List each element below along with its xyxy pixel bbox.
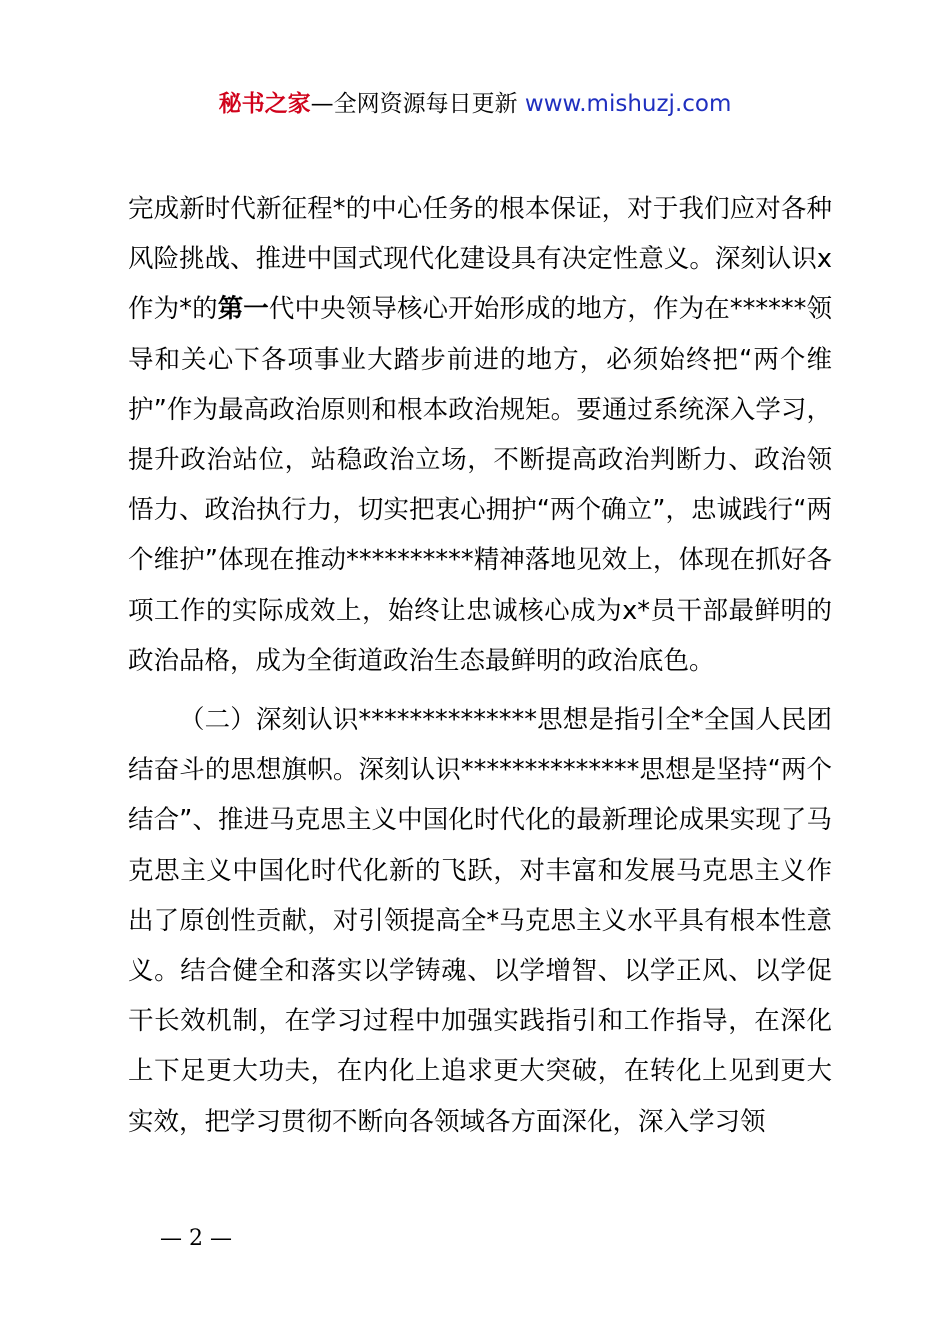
header-slogan: —全网资源每日更新 <box>310 91 518 117</box>
page-number: — 2 — <box>160 1226 232 1251</box>
bold-text: 第一 <box>217 294 269 325</box>
brand-name: 秘书之家 <box>218 91 311 117</box>
site-url-link[interactable]: www.mishuzj.com <box>524 91 732 117</box>
paragraph: （二）深刻认识**************思想是指引全*全国人民团结奋斗的思想旗帜。深刻认识**************思想是坚持“两个结合”、推进马克思主义中国化时代化的最新理论成果实现了马克思主义中国化时代化新的飞跃，对丰富和发展马克思主义作出了原创性贡献，对引领提高全*马克思主义水平具有根本性意义。结合健全和落实以学铸魂、以学增智、以学正风、以学促干长效机制，在学习过程中加强实践指引和工作指导，在深化上下足更大功夫，在内化上追求更大突破，在转化上见到更大实效，把学习贯彻不断向各领域各方面深化，深入学习领 <box>128 705 832 1137</box>
paragraph-text: 完成新时代新征程*的中心任务的根本保证，对于我们应对各种风险挑战、推进中国式现代化建设具有决定性意义。深刻认识x作为*的 <box>128 194 832 325</box>
document-body <box>128 184 832 1147</box>
page-header <box>0 84 950 124</box>
paragraph <box>128 184 832 686</box>
paragraph-text: 代中央领导核心开始形成的地方，作为在******领导和关心下各项事业大踏步前进的地方，必须始终把“两个维护”作为最高政治原则和根本政治规矩。要通过系统深入学习，提升政治站位，站稳政治立场，不断提高政治判断力、政治领悟力、政治执行力，切实把衷心拥护“两个确立”，忠诚践行“两个维护”体现在推动**********精神落地见效上，体现在抓好各项工作的实际成效上，始终让忠诚核心成为x*员干部最鲜明的政治品格，成为全街道政治生态最鲜明的政治底色。 <box>128 294 832 676</box>
